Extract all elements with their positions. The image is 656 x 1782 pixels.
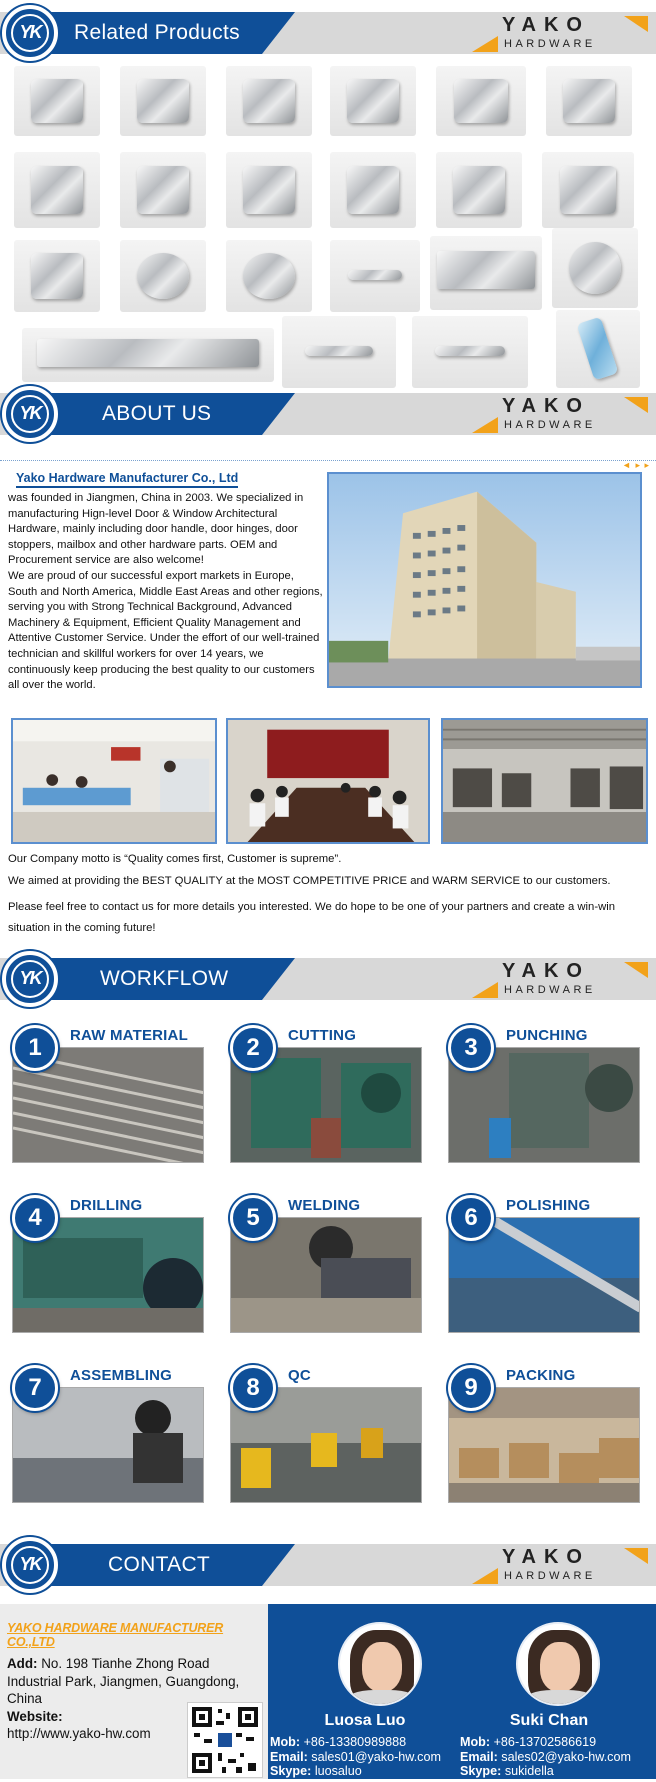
step-label: ASSEMBLING (70, 1367, 173, 1384)
brand-logo: YAKO HARDWARE (472, 14, 642, 54)
step-number: 4 (12, 1195, 58, 1241)
workflow-step (12, 1195, 207, 1330)
contact-skype[interactable]: sukidella (504, 1764, 554, 1778)
product-hinge[interactable] (120, 66, 206, 136)
step-label: PACKING (506, 1367, 576, 1384)
section-title: WORKFLOW (100, 967, 229, 990)
office-photo (11, 718, 217, 844)
motto-line: Our Company motto is “Quality comes first, Customer is supreme”. (8, 853, 342, 865)
product-hinge[interactable] (330, 66, 416, 136)
contact-skype[interactable]: luosaluo (314, 1764, 362, 1778)
workflow-step (448, 1195, 643, 1330)
brand-logo: YAKO HARDWARE (472, 1546, 642, 1586)
workflow-step (448, 1365, 643, 1500)
motto-line: Please feel free to contact us for more details you interested. We do hope to be one of your partners and create a win-win situation in the coming future! (8, 901, 616, 934)
product-hook-rail[interactable] (22, 328, 274, 382)
decor-arrows: ◄ ▸ ▸ (622, 460, 650, 470)
workflow-step (230, 1365, 425, 1500)
contact-phone[interactable]: +86-13380989888 (303, 1735, 407, 1749)
product-towel-ring[interactable] (552, 228, 638, 308)
company-name: Yako Hardware Manufacturer Co., Ltd (16, 471, 238, 488)
product-hinge[interactable] (14, 66, 100, 136)
about-text (8, 491, 326, 694)
product-glass-clamp[interactable] (436, 152, 522, 228)
step-label: QC (288, 1367, 311, 1384)
product-seal-strip[interactable] (556, 310, 640, 388)
workshop-photo (441, 718, 648, 844)
product-glass-clamp[interactable] (120, 152, 206, 228)
product-hinge[interactable] (436, 66, 526, 136)
step-number: 8 (230, 1365, 276, 1411)
step-number: 7 (12, 1365, 58, 1411)
product-door-stopper[interactable] (226, 240, 312, 312)
contact-info: Mob: +86-13702586619 Email: sales02@yako-hw.com Skype: sukidella (460, 1735, 631, 1778)
step-number: 5 (230, 1195, 276, 1241)
section-title: Related Products (74, 21, 240, 44)
about-paragraph: We are proud of our successful export markets in Europe, South and North America, Middle East Areas and other regions, serving you with Strong Technical Background, Advanced Machinery & Equipment, Efficient Quality Management and Attentive Customer Service. Under the effort of our well-trained technician and skillful workers for over 14 years, we continuously keep producing the best quality to our customers all over the world. (8, 569, 323, 692)
workflow-step (12, 1365, 207, 1500)
workflow-step (12, 1025, 207, 1160)
yako-logo-icon: YK (2, 5, 58, 61)
yako-logo-icon: YK (2, 951, 58, 1007)
product-glass-clamp[interactable] (226, 152, 312, 228)
yako-logo-icon: YK (2, 386, 58, 442)
workflow-step (230, 1195, 425, 1330)
contact-person (460, 1604, 654, 1779)
avatar (338, 1622, 422, 1706)
step-label: WELDING (288, 1197, 361, 1214)
product-hinge[interactable] (542, 152, 634, 228)
product-hinge[interactable] (14, 152, 100, 228)
contact-address: Add: No. 198 Tianhe Zhong Road Industrial Park, Jiangmen, Guangdong, China Website: http://www.yako-hw.com (7, 1656, 240, 1741)
step-number: 2 (230, 1025, 276, 1071)
step-label: CUTTING (288, 1027, 357, 1044)
step-label: POLISHING (506, 1197, 591, 1214)
about-paragraph: was founded in Jiangmen, China in 2003. We specialized in manufacturing Hign-level Door & Window Architectural Hardware, mainly including door handle, door hinges, door stoppers, mailbox and other hardware parts. OEM and Procurement service are also welcome! (8, 492, 304, 567)
product-round-drain[interactable] (120, 240, 206, 312)
contact-person (268, 1604, 462, 1779)
product-towel-bar[interactable] (330, 240, 420, 312)
section-header-contact (0, 1536, 656, 1596)
contact-company-name: YAKO HARDWARE MANUFACTURER CO.,LTD (7, 1621, 224, 1649)
step-number: 1 (12, 1025, 58, 1071)
step-label: PUNCHING (506, 1027, 588, 1044)
step-number: 3 (448, 1025, 494, 1071)
product-hinge[interactable] (546, 66, 632, 136)
contact-people-panel (268, 1604, 656, 1779)
step-number: 9 (448, 1365, 494, 1411)
contact-email[interactable]: sales01@yako-hw.com (311, 1749, 441, 1764)
step-label: RAW MATERIAL (70, 1027, 188, 1044)
qr-code-icon (187, 1702, 263, 1778)
website-link[interactable]: http://www.yako-hw.com (7, 1726, 151, 1741)
product-floor-drain[interactable] (14, 240, 100, 312)
brand-logo: YAKO HARDWARE (472, 960, 642, 1000)
workflow-step (230, 1025, 425, 1160)
section-header-related (0, 4, 656, 64)
contact-info: Mob: +86-13380989888 Email: sales01@yako-hw.com Skype: luosaluo (270, 1735, 441, 1778)
step-number: 6 (448, 1195, 494, 1241)
motto-line: We aimed at providing the BEST QUALITY at the MOST COMPETITIVE PRICE and WARM SERVICE to our customers. (8, 875, 611, 887)
website-label: Website: (7, 1708, 63, 1724)
section-header-about (0, 385, 656, 445)
brand-logo: YAKO HARDWARE (472, 395, 642, 435)
section-title: ABOUT US (102, 402, 212, 425)
product-grab-bar[interactable] (412, 316, 528, 388)
section-header-workflow (0, 950, 656, 1010)
yako-logo-icon: YK (2, 1537, 58, 1593)
contact-phone[interactable]: +86-13702586619 (493, 1735, 597, 1749)
contact-email[interactable]: sales02@yako-hw.com (501, 1749, 631, 1764)
workflow-step (448, 1025, 643, 1160)
contact-name: Suki Chan (509, 1712, 589, 1729)
product-glass-clamp[interactable] (330, 152, 416, 228)
product-soap-basket[interactable] (430, 236, 542, 310)
meeting-room-photo (226, 718, 430, 844)
contact-name: Luosa Luo (324, 1712, 406, 1729)
section-title: CONTACT (108, 1553, 211, 1576)
avatar (516, 1622, 600, 1706)
factory-building-photo (327, 472, 642, 688)
product-clamp-hinge[interactable] (226, 66, 312, 136)
step-label: DRILLING (70, 1197, 143, 1214)
product-handle[interactable] (282, 316, 396, 388)
